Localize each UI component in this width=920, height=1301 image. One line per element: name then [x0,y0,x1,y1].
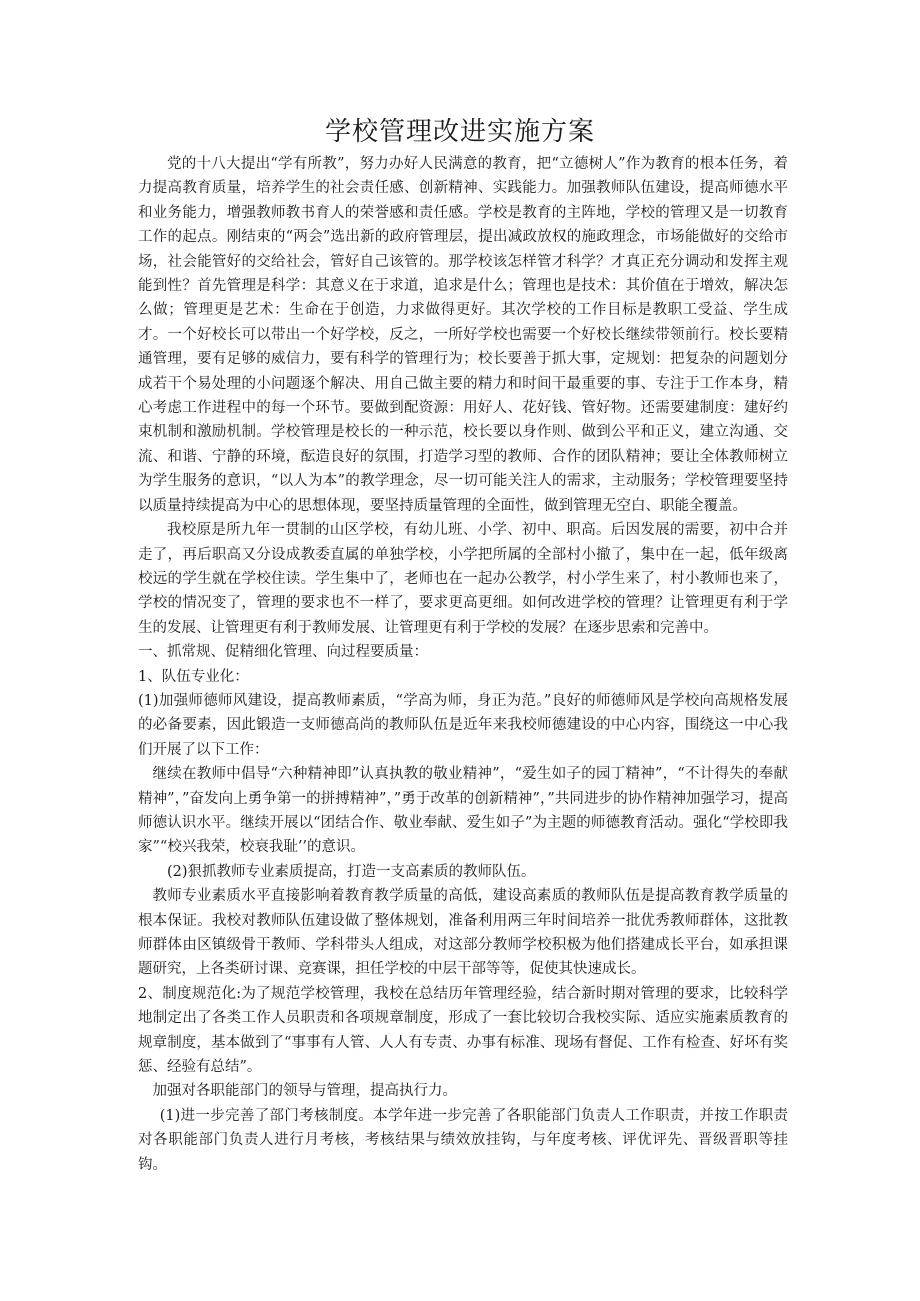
paragraph-professional-quality: 教师专业素质水平直接影响着教育教学质量的高低，建设高素质的教师队伍是提高教育教学质量的根本保证。我校对教师队伍建设做了整体规划，准备利用两三年时间培养一批优秀教师群体，这批教师群体由区镇级骨干教师、学科带头人组成，对这部分教师学校积极为他们搭建成长平台，如承担课题研究，上各类研讨课、竞赛课，担任学校的中层干部等等，促使其快速成长。 [138,888,788,978]
paragraph-ethics: (1)加强师德师风建设，提高教师素质，“学高为师，身正为范。”良好的师德师风是学校向高规格发展的必备要素，因此锻造一支师德高尚的教师队伍是近年来我校师德建设的中心内容，围绕这一中心我们开展了以下工作： [138,692,788,758]
document-title: 学校管理改进实施方案 [324,117,595,147]
subsection-heading-team: 1、队伍专业化： [138,668,249,685]
paragraph-intro: 党的十八大提出“学有所教”，努力办好人民满意的教育，把“立德树人”作为教育的根本任务，着力提高教育质量，培养学生的社会责任感、创新精神、实践能力。加强教师队伍建设，提高师德水平和业务能力，增强教师教书育人的荣誉感和责任感。学校是教育的主阵地，学校的管理又是一切教育工作的起点。刚结束的“两会”选出新的政府管理层，提出减政放权的施政理念，市场能做好的交给市场，社会能管好的交给社会，管好自己该管的。那学校该怎样管才科学？才真正充分调动和发挥主观能到性？首先管理是科学：其意义在于求道，追求是什么；管理也是技术：其价值在于增效，解决怎么做；管理更是艺术：生命在于创造，力求做得更好。其次学校的工作目标是教职工受益、学生成才。一个好校长可以带出一个好学校，反之，一所好学校也需要一个好校长继续带领前行。校长要精通管理，要有足够的威信力，要有科学的管理行为；校长要善于抓大事，定规划：把复杂的问题划分成若干个易处理的小问题逐个解决、用自己做主要的精力和时间干最重要的事、专注于工作本身，精心考虑工作进程中的每一个环节。要做到配资源：用好人、花好钱、管好物。还需要建制度：建好约束机制和激励机制。学校管理是校长的一种示范，校长要以身作则、做到公平和正义，建立沟通、交流、和谐、宁静的环境，酝造良好的氛围，打造学习型的教师、合作的团队精神；要让全体教师树立为学生服务的意识，“以人为本”的教学理念，尽一切可能关注人的需求，主动服务；学校管理要坚持以质量持续提高为中心的思想体现，要坚持质量管理的全面性，做到管理无空白、职能全覆盖。 [138,156,788,514]
paragraph-six-spirits: 继续在教师中倡导“六种精神即”认真执教的敬业精神”，“爱生如子的园丁精神”，“不计得失的奉献精神”，”奋发向上勇争第一的拼搏精神”，”勇于改革的创新精神”，”共同进步的协作精神加强学习，提高师德认识水平。继续开展以“团结合作、敬业奉献、爱生如子”为主题的师德教育活动。强化“学校即我家”“校兴我荣，校衰我耻’’的意识。 [138,766,788,856]
paragraph-item-2-heading: (2)狠抓教师专业素质提高，打造一支高素质的教师队伍。 [167,863,536,880]
document-body [138,152,788,1177]
paragraph-department-assessment: (1)进一步完善了部门考核制度。本学年进一步完善了各职能部门负责人工作职责，并按工作职责对各职能部门负责人进行月考核，考核结果与绩效放挂钩，与年度考核、评优评先、晋级晋职等挂钩。 [138,1107,788,1173]
section-heading-1: 一、抓常规、促精细化管理、向过程要质量： [138,644,428,661]
paragraph-school-background: 我校原是所九年一贯制的山区学校，有幼儿班、小学、初中、职高。后因发展的需要，初中合并走了，再后职高又分设成教委直属的单独学校，小学把所属的全部村小撤了，集中在一起，低年级离校远的学生就在学校住读。学生集中了，老师也在一起办公教学，村小学生来了，村小教师也来了，学校的情况变了，管理的要求也不一样了，要求更高更细。如何改进学校的管理？让管理更有利于学生的发展、让管理更有利于教师发展、让管理更有利于学校的发展？在逐步思索和完善中。 [138,522,788,636]
paragraph-department-management: 加强对各职能部门的领导与管理，提高执行力。 [152,1083,457,1100]
paragraph-system-standardization: 2、制度规范化:为了规范学校管理，我校在总结历年管理经验，结合新时期对管理的要求，比较科学地制定出了各类工作人员职责和各项规章制度，形成了一套比较切合我校实际、适应实施素质教育的规章制度，基本做到了“事事有人管、人人有专责、办事有标准、现场有督促、工作有检查、好坏有奖惩、经验有总结”。 [138,985,788,1076]
